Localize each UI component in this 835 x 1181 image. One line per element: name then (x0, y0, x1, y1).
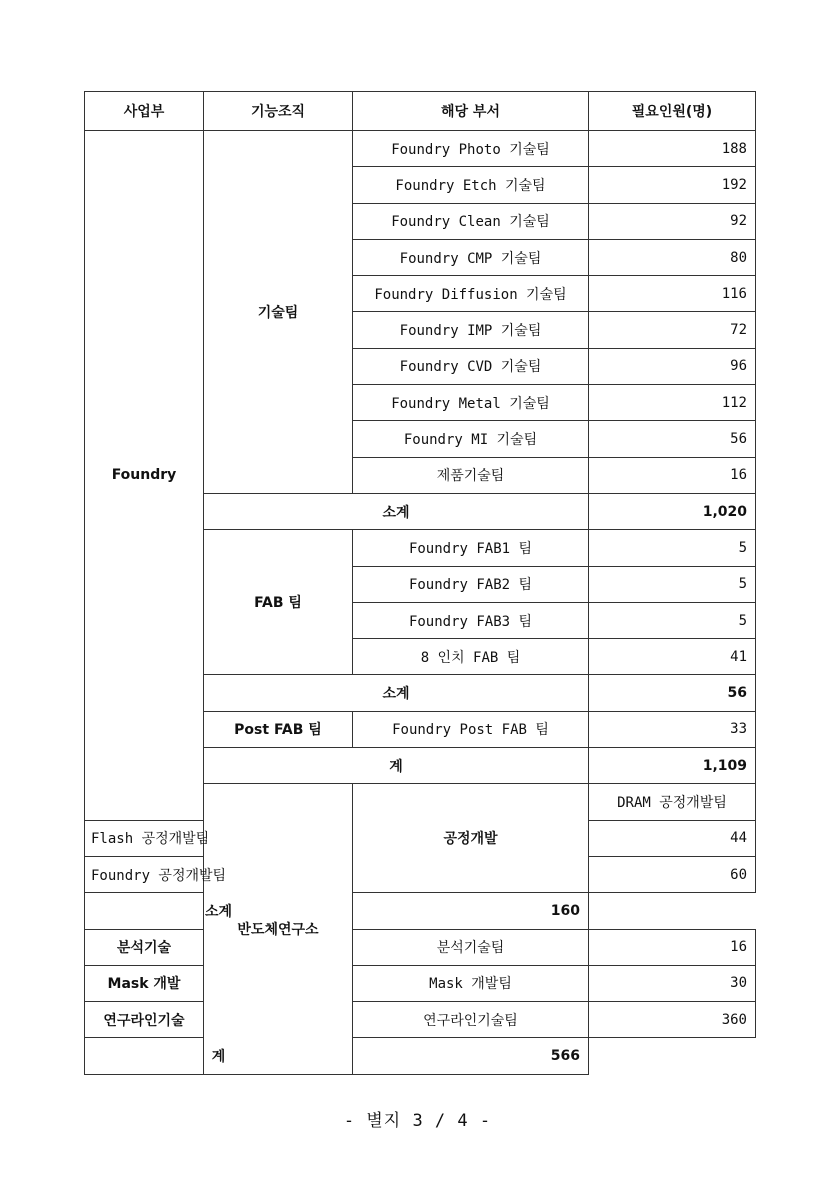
count-cell: 92 (589, 203, 756, 239)
dept-cell: Foundry Post FAB 팀 (353, 711, 589, 747)
count-cell: 112 (589, 385, 756, 421)
table-row (85, 965, 756, 1001)
dept-cell: Foundry CMP 기술팀 (353, 239, 589, 275)
dept-cell: Foundry MI 기술팀 (353, 421, 589, 457)
dept-cell: Mask 개발팀 (353, 965, 589, 1001)
dept-cell: Foundry 공정개발팀 (85, 856, 204, 892)
count-cell: 44 (589, 820, 756, 856)
staffing-table (84, 91, 756, 1075)
subtotal-row (85, 893, 756, 929)
subtotal-value: 1,020 (589, 493, 756, 529)
dept-cell: Foundry FAB2 팀 (353, 566, 589, 602)
count-cell: 41 (589, 639, 756, 675)
function-process: 공정개발 (353, 784, 589, 893)
count-cell: 80 (589, 239, 756, 275)
dept-cell: Foundry Etch 기술팀 (353, 167, 589, 203)
count-cell: 72 (589, 312, 756, 348)
table-row (85, 1002, 756, 1038)
count-cell: 16 (589, 929, 756, 965)
count-cell: 33 (589, 711, 756, 747)
dept-cell: 연구라인기술팀 (353, 1002, 589, 1038)
dept-cell: Foundry Photo 기술팀 (353, 131, 589, 167)
count-cell: 30 (589, 965, 756, 1001)
dept-cell: Foundry Clean 기술팀 (353, 203, 589, 239)
dept-cell: Foundry FAB1 팀 (353, 530, 589, 566)
header-business: 사업부 (85, 92, 204, 131)
total-label: 계 (85, 1038, 353, 1074)
total-value: 566 (353, 1038, 589, 1074)
table-row (85, 929, 756, 965)
dept-cell: Foundry IMP 기술팀 (353, 312, 589, 348)
business-lab: 반도체연구소 (204, 784, 353, 1074)
table-row (85, 131, 756, 167)
subtotal-label: 소계 (204, 493, 589, 529)
total-value: 1,109 (589, 748, 756, 784)
function-analysis: 분석기술 (85, 929, 204, 965)
subtotal-value: 56 (589, 675, 756, 711)
header-required: 필요인원(명) (589, 92, 756, 131)
dept-cell: Foundry CVD 기술팀 (353, 348, 589, 384)
business-foundry: Foundry (85, 131, 204, 821)
dept-cell: Foundry Diffusion 기술팀 (353, 276, 589, 312)
count-cell: 16 (589, 457, 756, 493)
page-footer: - 별지 3 / 4 - (343, 1111, 492, 1131)
function-tech: 기술팀 (204, 131, 353, 494)
count-cell: 5 (589, 530, 756, 566)
header-row (85, 92, 756, 131)
header-function: 기능조직 (204, 92, 353, 131)
total-row (85, 1038, 756, 1074)
count-cell: 5 (589, 602, 756, 638)
dept-cell: Foundry Metal 기술팀 (353, 385, 589, 421)
dept-cell: Flash 공정개발팀 (85, 820, 204, 856)
dept-cell: 분석기술팀 (353, 929, 589, 965)
dept-cell: Foundry FAB3 팀 (353, 602, 589, 638)
dept-cell: DRAM 공정개발팀 (589, 784, 756, 820)
count-cell: 192 (589, 167, 756, 203)
count-cell: 60 (589, 856, 756, 892)
count-cell: 56 (589, 421, 756, 457)
total-label: 계 (204, 748, 589, 784)
subtotal-label: 소계 (85, 893, 353, 929)
subtotal-value: 160 (353, 893, 589, 929)
subtotal-label: 소계 (204, 675, 589, 711)
function-line: 연구라인기술 (85, 1002, 204, 1038)
count-cell: 360 (589, 1002, 756, 1038)
function-postfab: Post FAB 팀 (204, 711, 353, 747)
dept-cell: 8 인치 FAB 팀 (353, 639, 589, 675)
count-cell: 116 (589, 276, 756, 312)
function-fab: FAB 팀 (204, 530, 353, 675)
count-cell: 5 (589, 566, 756, 602)
count-cell: 96 (589, 348, 756, 384)
dept-cell: 제품기술팀 (353, 457, 589, 493)
count-cell: 188 (589, 131, 756, 167)
function-mask: Mask 개발 (85, 965, 204, 1001)
header-department: 해당 부서 (353, 92, 589, 131)
